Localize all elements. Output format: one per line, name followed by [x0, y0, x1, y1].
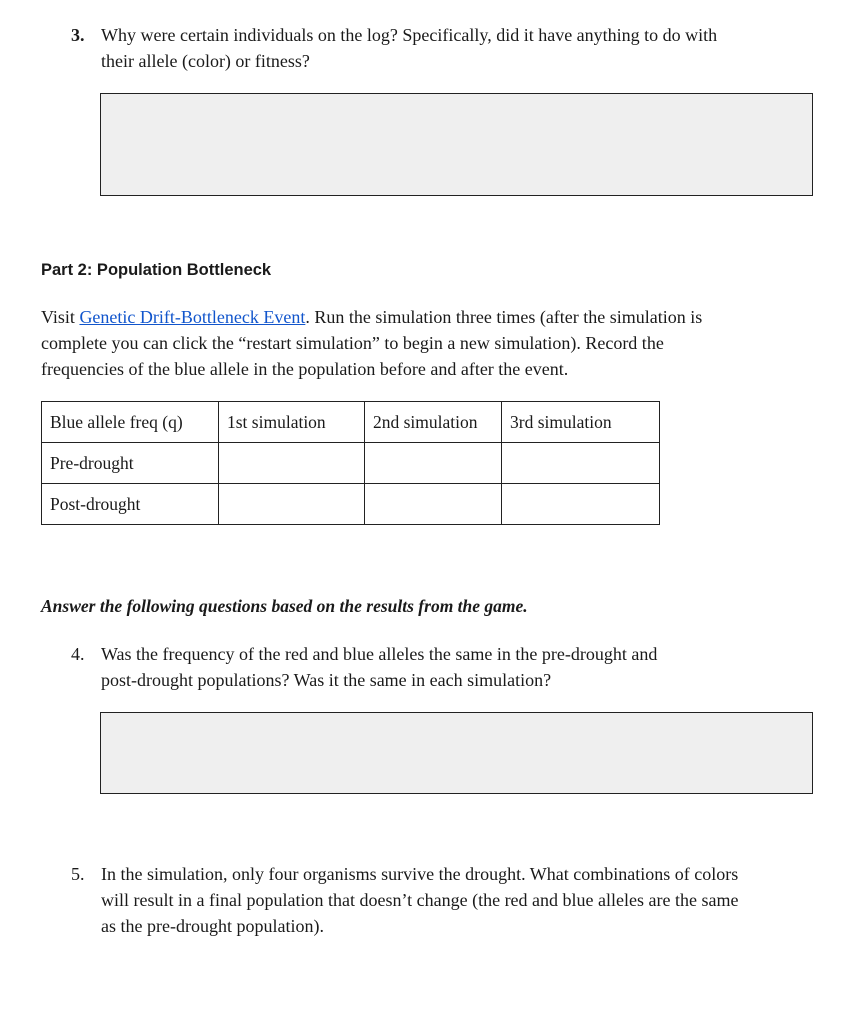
table-row-pre-drought: [42, 443, 660, 484]
header-cell-2nd-simulation: 2nd simulation: [365, 402, 502, 443]
question-4-line-1: Was the frequency of the red and blue alleles the same in the pre-drought and: [101, 644, 658, 664]
answer-box-q3[interactable]: [100, 93, 813, 196]
question-5-line-2: will result in a final population that doesn’t change (the red and blue alleles are the same: [101, 890, 739, 910]
header-cell-3rd-simulation: 3rd simulation: [502, 402, 660, 443]
after-link-text: . Run the simulation three times (after the simulation is: [305, 307, 703, 327]
table-cell[interactable]: [219, 484, 365, 525]
question-4-text: [101, 641, 657, 693]
table-header-row: [42, 402, 660, 443]
part-2-line-2: complete you can click the “restart simulation” to begin a new simulation). Record the: [41, 333, 664, 353]
question-5-number: 5.: [71, 864, 85, 884]
table-cell[interactable]: [365, 484, 502, 525]
table-row-post-drought: [42, 484, 660, 525]
table-cell[interactable]: [219, 443, 365, 484]
question-5-line-3: as the pre-drought population).: [101, 916, 324, 936]
question-5-line-1: In the simulation, only four organisms survive the drought. What combinations of colors: [101, 864, 739, 884]
genetic-drift-link[interactable]: Genetic Drift-Bottleneck Event: [79, 307, 306, 327]
question-3-line-2: their allele (color) or fitness?: [101, 51, 310, 71]
question-3-line-1: Why were certain individuals on the log? Specifically, did it have anything to do with: [101, 25, 718, 45]
answer-box-q4[interactable]: [100, 712, 813, 794]
part-2-line-1: [41, 304, 831, 330]
question-5-text: [101, 861, 738, 939]
visit-text: Visit: [41, 307, 80, 327]
row-label-pre-drought: Pre-drought: [42, 443, 219, 484]
table-cell[interactable]: [502, 443, 660, 484]
part-2-heading: Part 2: Population Bottleneck: [41, 261, 272, 279]
question-3-text: [101, 22, 717, 74]
part-2-line-3: frequencies of the blue allele in the population before and after the event.: [41, 359, 569, 379]
blue-allele-frequency-table: [41, 401, 660, 525]
question-4-line-2: post-drought populations? Was it the same in each simulation?: [101, 670, 552, 690]
question-4-number: 4.: [71, 644, 85, 664]
answer-instructions: Answer the following questions based on the results from the game.: [41, 596, 528, 616]
table-cell[interactable]: [365, 443, 502, 484]
table-cell[interactable]: [502, 484, 660, 525]
question-3-number: 3.: [71, 25, 85, 45]
part-2-instructions: [41, 304, 831, 382]
header-cell-blue-allele: Blue allele freq (q): [42, 402, 219, 443]
row-label-post-drought: Post-drought: [42, 484, 219, 525]
header-cell-1st-simulation: 1st simulation: [219, 402, 365, 443]
